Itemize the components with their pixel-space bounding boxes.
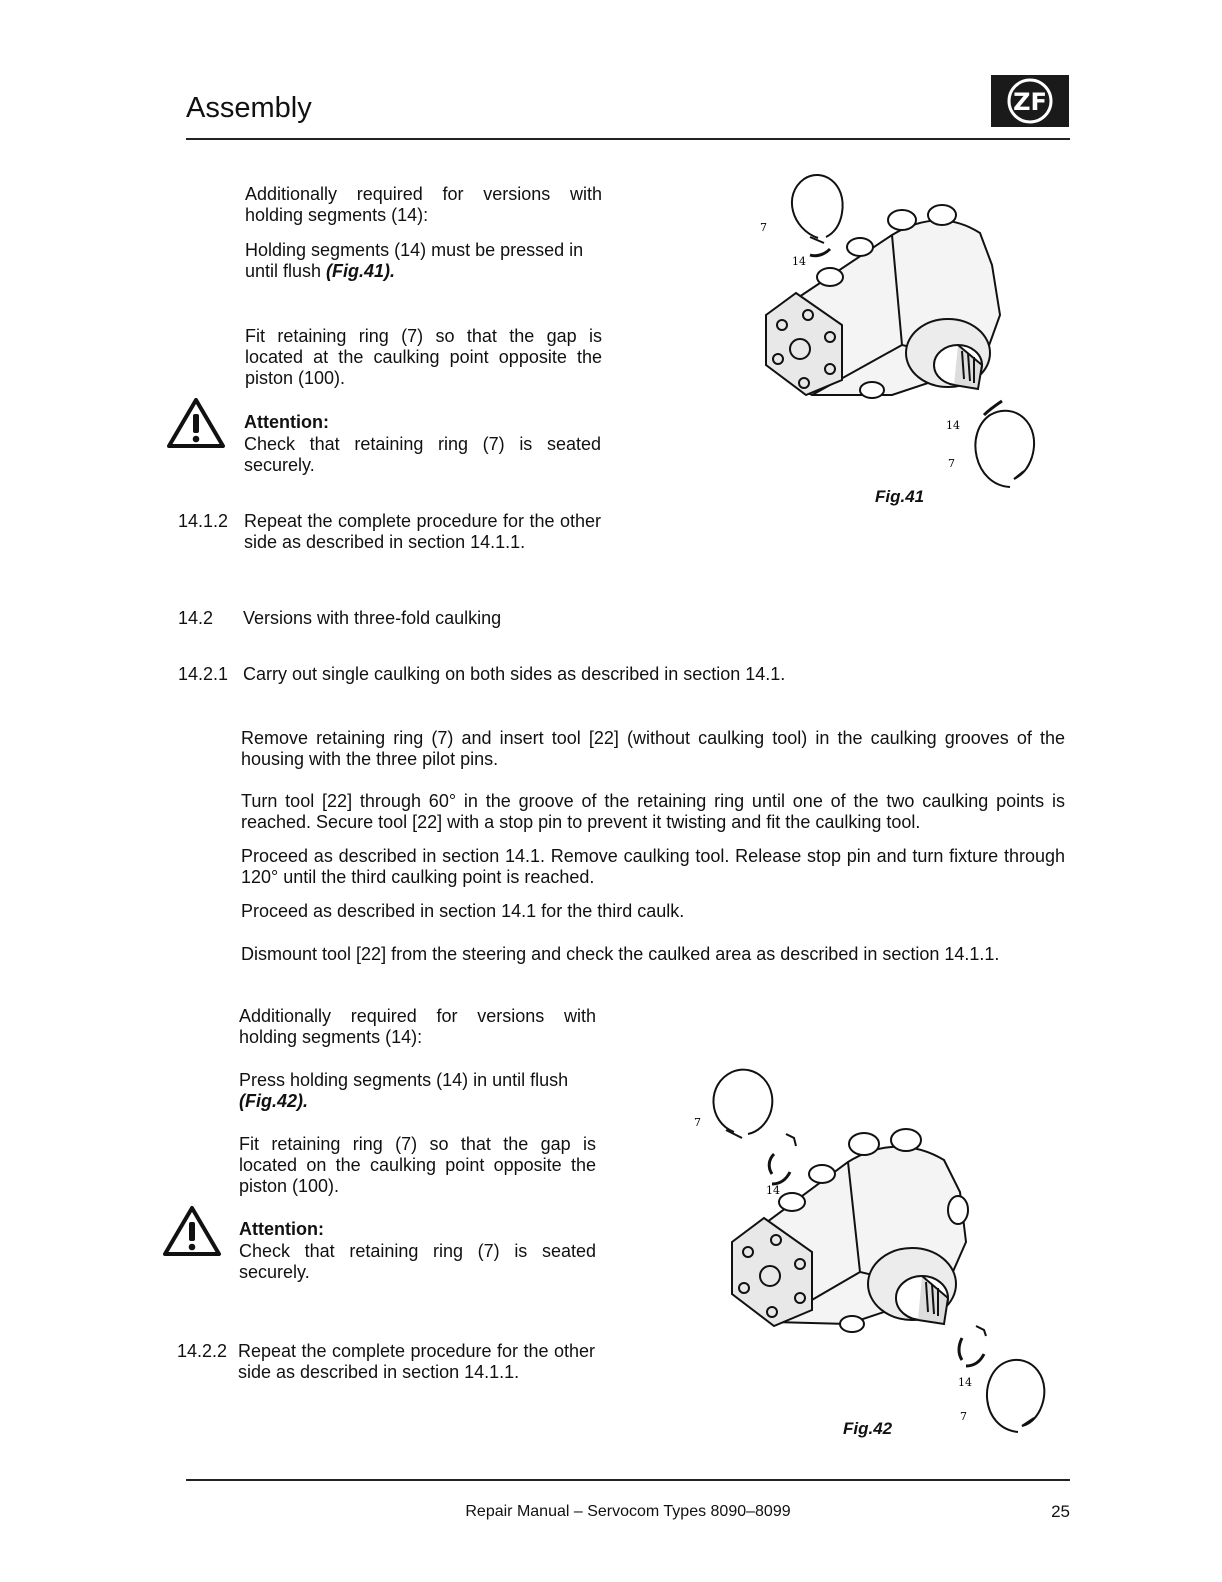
turn-tool-text: Turn tool [22] through 60° in the groove of the retaining ring until one of the two caulking points is reached. Secure tool [22] with a stop pin to prevent it twisting and fit the caulking tool.: [241, 791, 1065, 832]
attention-label: Attention:: [239, 1219, 324, 1239]
retaining-ring-bottom: [987, 1360, 1044, 1432]
zf-logo-text: ZF: [1013, 88, 1047, 116]
fig41-caption: Fig.41: [875, 487, 925, 506]
fig41-label-7-top: 7: [760, 221, 767, 234]
press-segments-text: Holding segments (14) must be pressed in until flush (Fig.41).: [245, 240, 584, 281]
retaining-ring-top: [792, 175, 843, 238]
fig41-label-14-top: 14: [792, 255, 806, 268]
warning-icon: [166, 397, 226, 449]
section-number: 14.2.2: [177, 1341, 228, 1361]
fig41-label-14-bottom: 14: [946, 419, 960, 432]
footer-divider: [186, 1479, 1070, 1481]
additional-required-text: Additionally required for versions with holding segments (14):: [239, 1006, 596, 1047]
fig41-reference: (Fig.41).: [326, 261, 396, 281]
dismount-tool-text: Dismount tool [22] from the steering and check the caulked area as described in section 14.1.1.: [241, 944, 1000, 964]
retaining-ring-top: [713, 1070, 772, 1134]
warning-icon: [162, 1205, 222, 1257]
repeat-procedure-text: Repeat the complete procedure for the other side as described in section 14.1.1.: [244, 511, 601, 552]
fig42-illustration: [688, 1062, 1060, 1450]
single-caulking-text: Carry out single caulking on both sides as described in section 14.1.: [243, 664, 786, 684]
fig42-label-14-bottom: 14: [958, 1376, 972, 1389]
holding-segment-bottom: [959, 1338, 962, 1360]
header-divider: [186, 138, 1070, 140]
zf-logo: [991, 75, 1069, 127]
attention-text: Check that retaining ring (7) is seated securely.: [244, 434, 601, 475]
fit-ring-text: Fit retaining ring (7) so that the gap is located at the caulking point opposite the piston (100).: [245, 326, 602, 388]
fig42-label-7-top: 7: [694, 1116, 701, 1129]
third-caulk-text: Proceed as described in section 14.1 for the third caulk.: [241, 901, 685, 921]
fig42-caption: Fig.42: [843, 1419, 893, 1438]
retaining-ring-bottom: [975, 411, 1034, 487]
footer-text: Repair Manual – Servocom Types 8090–8099: [465, 1503, 791, 1520]
section-title: Versions with three-fold caulking: [243, 608, 502, 628]
fig42-reference: (Fig.42).: [239, 1091, 309, 1111]
repeat-procedure-text: Repeat the complete procedure for the other side as described in section 14.1.1.: [238, 1341, 595, 1382]
fit-ring-text: Fit retaining ring (7) so that the gap is located on the caulking point opposite the piston (100).: [239, 1134, 596, 1196]
fig41-label-7-bottom: 7: [948, 457, 955, 470]
fig41-illustration: [752, 165, 1062, 510]
attention-text: Check that retaining ring (7) is seated securely.: [239, 1241, 596, 1282]
section-number: 14.1.2: [178, 511, 229, 531]
holding-segment-top: [810, 249, 830, 256]
section-number: 14.2.1: [178, 664, 229, 684]
remove-ring-text: Remove retaining ring (7) and insert tool [22] (without caulking tool) in the caulking grooves of the housing with the three pilot pins.: [241, 728, 1065, 769]
attention-label: Attention:: [244, 412, 329, 432]
section-number: 14.2: [178, 608, 214, 628]
fig42-label-7-bottom: 7: [960, 1410, 967, 1423]
press-segments-text: Press holding segments (14) in until flush (Fig.42).: [239, 1070, 569, 1111]
page-number: 25: [1051, 1502, 1070, 1521]
additional-required-text: Additionally required for versions with holding segments (14):: [245, 184, 602, 225]
fig42-label-14-top: 14: [766, 1184, 780, 1197]
proceed-text: Proceed as described in section 14.1. Remove caulking tool. Release stop pin and turn fixture through 120° until the third caulking point is reached.: [241, 846, 1065, 887]
holding-segment-top: [769, 1154, 774, 1174]
page-title: Assembly: [186, 92, 312, 124]
